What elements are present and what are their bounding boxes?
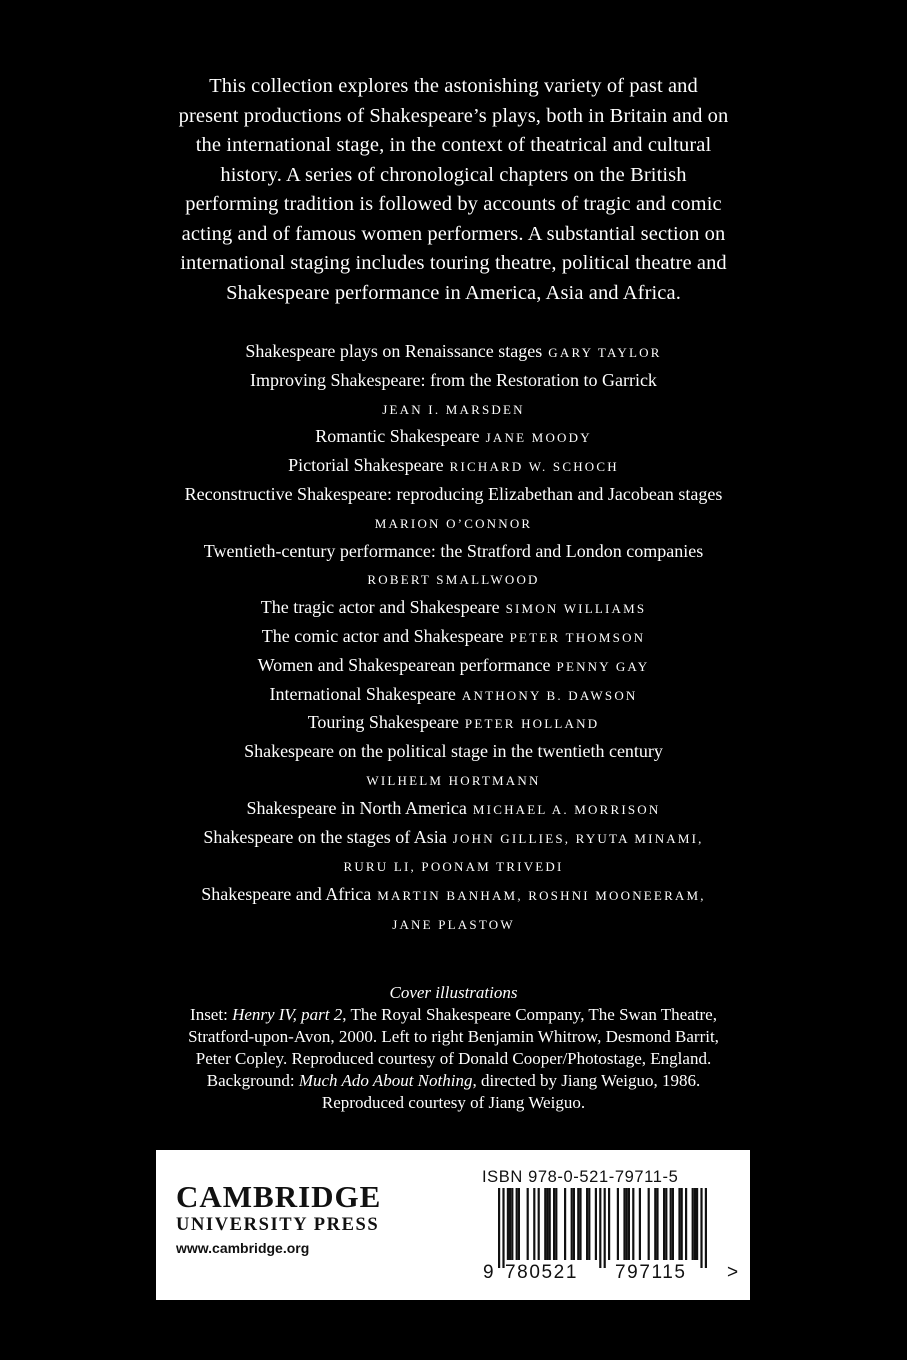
barcode-bar: [654, 1188, 656, 1260]
credits-line: Peter Copley. Reproduced courtesy of Donald Cooper/Photostage, England.: [195, 1049, 712, 1068]
contents-entry: [80, 538, 827, 566]
barcode-bar: [692, 1188, 694, 1260]
barcode-bar: [507, 1188, 509, 1260]
chapter-author: JANE MOODY: [485, 430, 592, 446]
contents-entry: [80, 423, 827, 452]
barcode-bar: [678, 1188, 680, 1260]
barcode-bar: [670, 1188, 672, 1260]
credits-inset-label: Inset:: [190, 1005, 233, 1024]
contents-entry: [80, 452, 827, 481]
credits-heading: Cover illustrations: [389, 983, 518, 1002]
credits-line: Reproduced courtesy of Jiang Weiguo.: [321, 1093, 586, 1112]
contents-entry: [80, 338, 827, 367]
contents-entry: [80, 910, 827, 939]
barcode-bar: [648, 1188, 650, 1260]
blurb-line: international staging includes touring theatre, political theatre and: [180, 252, 727, 274]
chapter-author: GARY TAYLOR: [548, 345, 662, 360]
chapter-author: RICHARD W. SCHOCH: [449, 459, 619, 475]
contents-entry: [80, 509, 827, 538]
barcode-digit-group1: 780521: [505, 1262, 579, 1283]
credits-line: Stratford-upon-Avon, 2000. Left to right Benjamin Whitrow, Desmond Barrit,: [188, 1027, 719, 1046]
contents-entry: [80, 481, 827, 509]
barcode-bar: [663, 1188, 665, 1260]
barcode-bar: [672, 1188, 674, 1260]
barcode-bar: [544, 1188, 546, 1260]
barcode-bar: [502, 1188, 504, 1268]
chapter-author: WILHELM HORTMANN: [366, 772, 541, 788]
publisher-panel: [156, 1150, 750, 1300]
blurb-line: performing tradition is followed by accounts of tragic and comic: [185, 193, 722, 215]
barcode-bar: [509, 1188, 511, 1260]
barcode-bar: [586, 1188, 588, 1260]
chapter-title: Pictorial Shakespeare: [288, 455, 444, 476]
barcode-bar: [549, 1188, 551, 1260]
contents-entry: [80, 852, 827, 881]
blurb-line: the international stage, in the context of theatrical and cultural: [195, 134, 712, 156]
chapter-author: PETER HOLLAND: [464, 716, 600, 732]
chapter-title: Reconstructive Shakespeare: reproducing Elizabethan and Jacobean stages: [184, 483, 723, 504]
barcode-bar: [573, 1188, 575, 1260]
chapter-author: ANTHONY B. DAWSON: [461, 687, 638, 703]
barcode-bar: [617, 1188, 619, 1260]
barcode-bar: [665, 1188, 667, 1260]
chapter-title: Shakespeare on the stages of Asia: [203, 826, 447, 847]
contents-entry: [80, 824, 827, 853]
chapter-title: Touring Shakespeare: [307, 712, 459, 733]
chapter-title: Shakespeare in North America: [246, 797, 467, 818]
barcode-bar: [623, 1188, 625, 1260]
blurb-line: This collection explores the astonishing variety of past and: [209, 75, 698, 97]
chapter-author: SIMON WILLIAMS: [505, 601, 647, 617]
blurb-line: history. A series of chronological chapters on the British: [220, 163, 687, 186]
barcode-icon: [498, 1188, 728, 1268]
barcode-bar: [564, 1188, 566, 1260]
contents-entry: [80, 623, 827, 652]
chapter-title: International Shakespeare: [269, 683, 456, 704]
chapter-author: JANE PLASTOW: [392, 916, 515, 932]
barcode-bar: [705, 1188, 707, 1268]
publisher-subname: UNIVERSITY PRESS: [176, 1215, 380, 1235]
chapter-title: Shakespeare and Africa: [201, 884, 372, 905]
blurb-line: Shakespeare performance in America, Asia and Africa.: [226, 281, 681, 304]
chapter-author: MARION O’CONNOR: [374, 515, 533, 531]
contents-entry: [80, 738, 827, 766]
contents-entry: [80, 795, 827, 824]
publisher-name: CAMBRIDGE: [176, 1179, 382, 1214]
publisher-logo: [176, 1180, 416, 1258]
barcode-bar: [511, 1188, 513, 1260]
chapter-title: The tragic actor and Shakespeare: [260, 597, 500, 618]
barcode-bar: [518, 1188, 520, 1260]
chapter-title: The comic actor and Shakespeare: [261, 625, 504, 646]
barcode-bar: [527, 1188, 529, 1260]
barcode-bar: [604, 1188, 606, 1268]
credits-inset-rest: , The Royal Shakespeare Company, The Swan Theatre,: [342, 1005, 717, 1024]
credits-line: [100, 1004, 807, 1026]
cover-credits: [100, 982, 807, 1114]
chapter-author: JOHN GILLIES, RYUTA MINAMI,: [452, 830, 704, 846]
chapter-author: JEAN I. MARSDEN: [382, 401, 525, 417]
isbn-label: ISBN 978-0-521-79711-5: [482, 1168, 679, 1186]
barcode-digit-group2: 797115: [615, 1262, 687, 1283]
barcode-bar: [516, 1188, 518, 1260]
credits-background-label: Background:: [206, 1071, 299, 1090]
barcode-bar: [498, 1188, 500, 1268]
chapter-author: PETER THOMSON: [509, 629, 646, 645]
credits-background-rest: , directed by Jiang Weiguo, 1986.: [472, 1071, 701, 1090]
barcode-bar: [628, 1188, 630, 1260]
contents-entry: [80, 367, 827, 395]
barcode-bar: [694, 1188, 696, 1260]
barcode-digits: [481, 1262, 743, 1286]
publisher-url: www.cambridge.org: [176, 1240, 310, 1256]
chapter-title: Improving Shakespeare: from the Restoration to Garrick: [250, 369, 657, 390]
blurb-paragraph: [120, 72, 787, 308]
barcode-bar: [681, 1188, 683, 1260]
contents-entry: [80, 395, 827, 424]
contents-entry: [80, 881, 827, 910]
contents-entry: [80, 766, 827, 795]
chapter-title: Romantic Shakespeare: [315, 426, 480, 447]
chapter-author: ROBERT SMALLWOOD: [367, 572, 540, 588]
contents-list: [80, 338, 827, 939]
barcode-bar: [626, 1188, 628, 1260]
chapter-title: Women and Shakespearean performance: [257, 654, 551, 675]
barcode-bar: [639, 1188, 641, 1260]
barcode-bar: [632, 1188, 634, 1260]
credits-line: [100, 1070, 807, 1092]
contents-entry: [80, 709, 827, 738]
isbn-barcode: [481, 1167, 743, 1289]
barcode-bar: [696, 1188, 698, 1260]
credits-inset-title: Henry IV, part 2: [232, 1005, 343, 1024]
barcode-bar: [599, 1188, 601, 1268]
chapter-title: Shakespeare on the political stage in the twentieth century: [244, 741, 663, 762]
barcode-bar: [595, 1188, 597, 1260]
chapter-author: PENNY GAY: [556, 658, 650, 674]
chapter-title: Shakespeare plays on Renaissance stages: [245, 341, 543, 361]
chapter-author: MICHAEL A. MORRISON: [472, 801, 661, 817]
blurb-line: present productions of Shakespeare’s plays, both in Britain and on: [178, 104, 729, 127]
barcode-bar: [577, 1188, 579, 1260]
barcode-bar: [700, 1188, 702, 1268]
credits-background-title: Much Ado About Nothing: [298, 1071, 473, 1090]
barcode-digit-first: 9: [483, 1262, 494, 1283]
contents-entry: [80, 681, 827, 710]
blurb-line: acting and of famous women performers. A substantial section on: [181, 222, 726, 245]
barcode-bar: [571, 1188, 573, 1260]
barcode-bar: [588, 1188, 590, 1260]
contents-entry: [80, 565, 827, 594]
barcode-bar: [555, 1188, 557, 1260]
contents-entry: [80, 652, 827, 681]
chapter-author: RURU LI, POONAM TRIVEDI: [343, 859, 564, 875]
barcode-bar: [608, 1188, 610, 1260]
barcode-bar: [533, 1188, 535, 1260]
chapter-author: MARTIN BANHAM, ROSHNI MOONEERAM,: [377, 888, 706, 904]
barcode-bar: [538, 1188, 540, 1260]
barcode-bar: [553, 1188, 555, 1260]
barcode-bar: [579, 1188, 581, 1260]
barcode-bar: [546, 1188, 548, 1260]
barcode-bar: [685, 1188, 687, 1260]
chapter-title: Twentieth-century performance: the Stratford and London companies: [203, 540, 704, 561]
contents-entry: [80, 594, 827, 623]
barcode-bar: [656, 1188, 658, 1260]
barcode-digit-arrow: >: [727, 1262, 739, 1283]
